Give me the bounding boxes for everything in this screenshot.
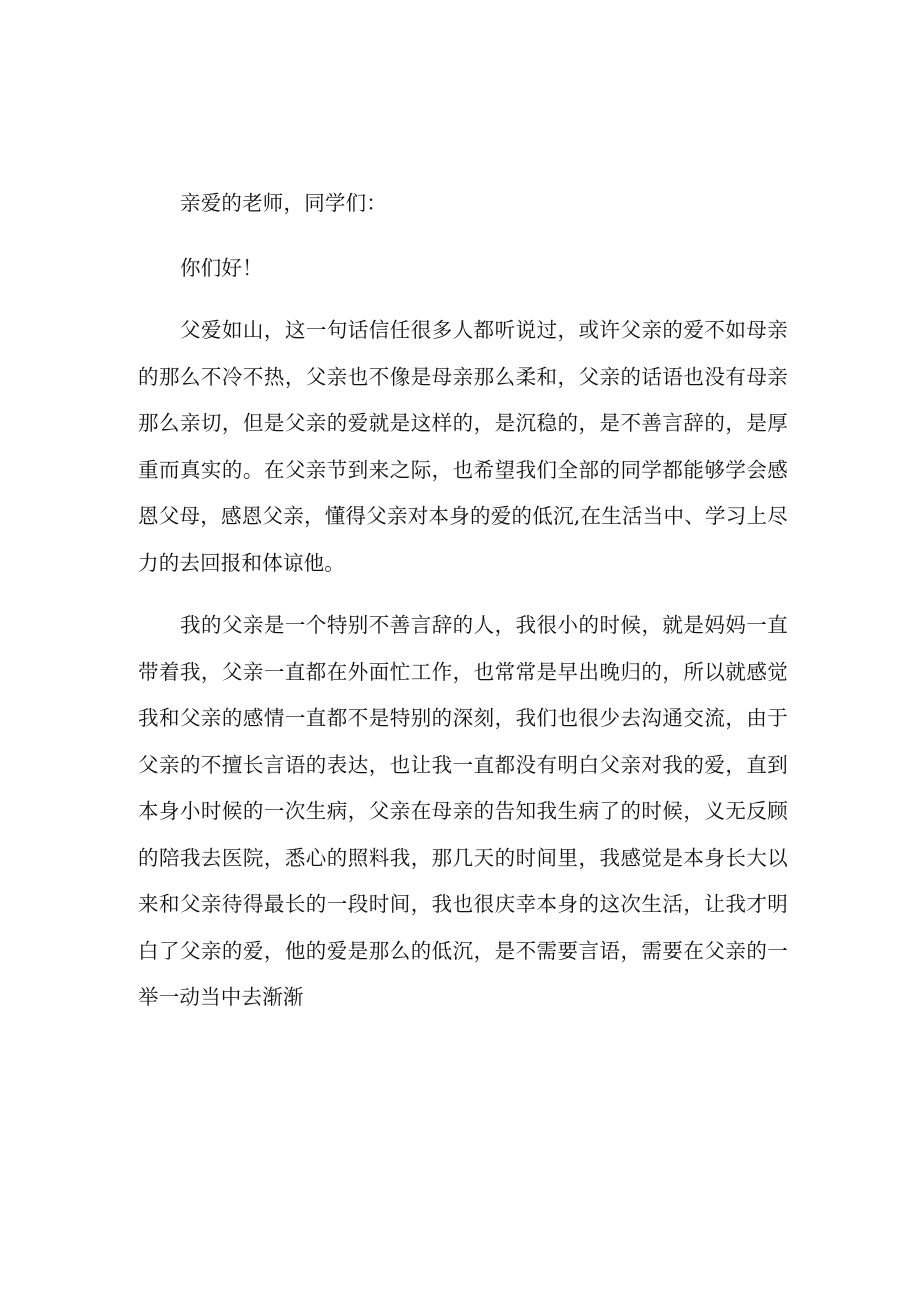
greeting: 你们好！ <box>180 255 263 280</box>
paragraph-2: 我的父亲是一个特别不善言辞的人，我很小的时候，就是妈妈一直带着我，父亲一直都在外面忙工作，也常常是早出晚归的，所以就感觉我和父亲的感情一直都不是特别的深刻，我们也很少去沟通交流，由于父亲的不擅长言语的表达，也让我一直都没有明白父亲对我的爱，直到本身小时候的一次生病，父亲在母亲的告知我生病了的时候，义无反顾的陪我去医院，悉心的照料我，那几天的时间里，我感觉是本身长大以来和父亲待得最长的一段时间，我也很庆幸本身的这次生活，让我才明白了父亲的爱，他的爱是那么的低沉，是不需要言语，需要在父亲的一举一动当中去渐渐 <box>138 613 788 1009</box>
salutation: 亲爱的老师，同学们： <box>180 191 387 215</box>
speech-body <box>138 180 788 1021</box>
paragraph-1: 父爱如山，这一句话信任很多人都听说过，或许父亲的爱不如母亲的那么不冷不热，父亲也不像是母亲那么柔和，父亲的话语也没有母亲那么亲切，但是父亲的爱就是这样的，是沉稳的，是不善言辞的，是厚重而真实的。在父亲节到来之际，也希望我们全部的同学都能够学会感恩父母，感恩父亲，懂得父亲对本身的爱的低沉,在生活当中、学习上尽力的去回报和体谅他。 <box>138 318 788 575</box>
